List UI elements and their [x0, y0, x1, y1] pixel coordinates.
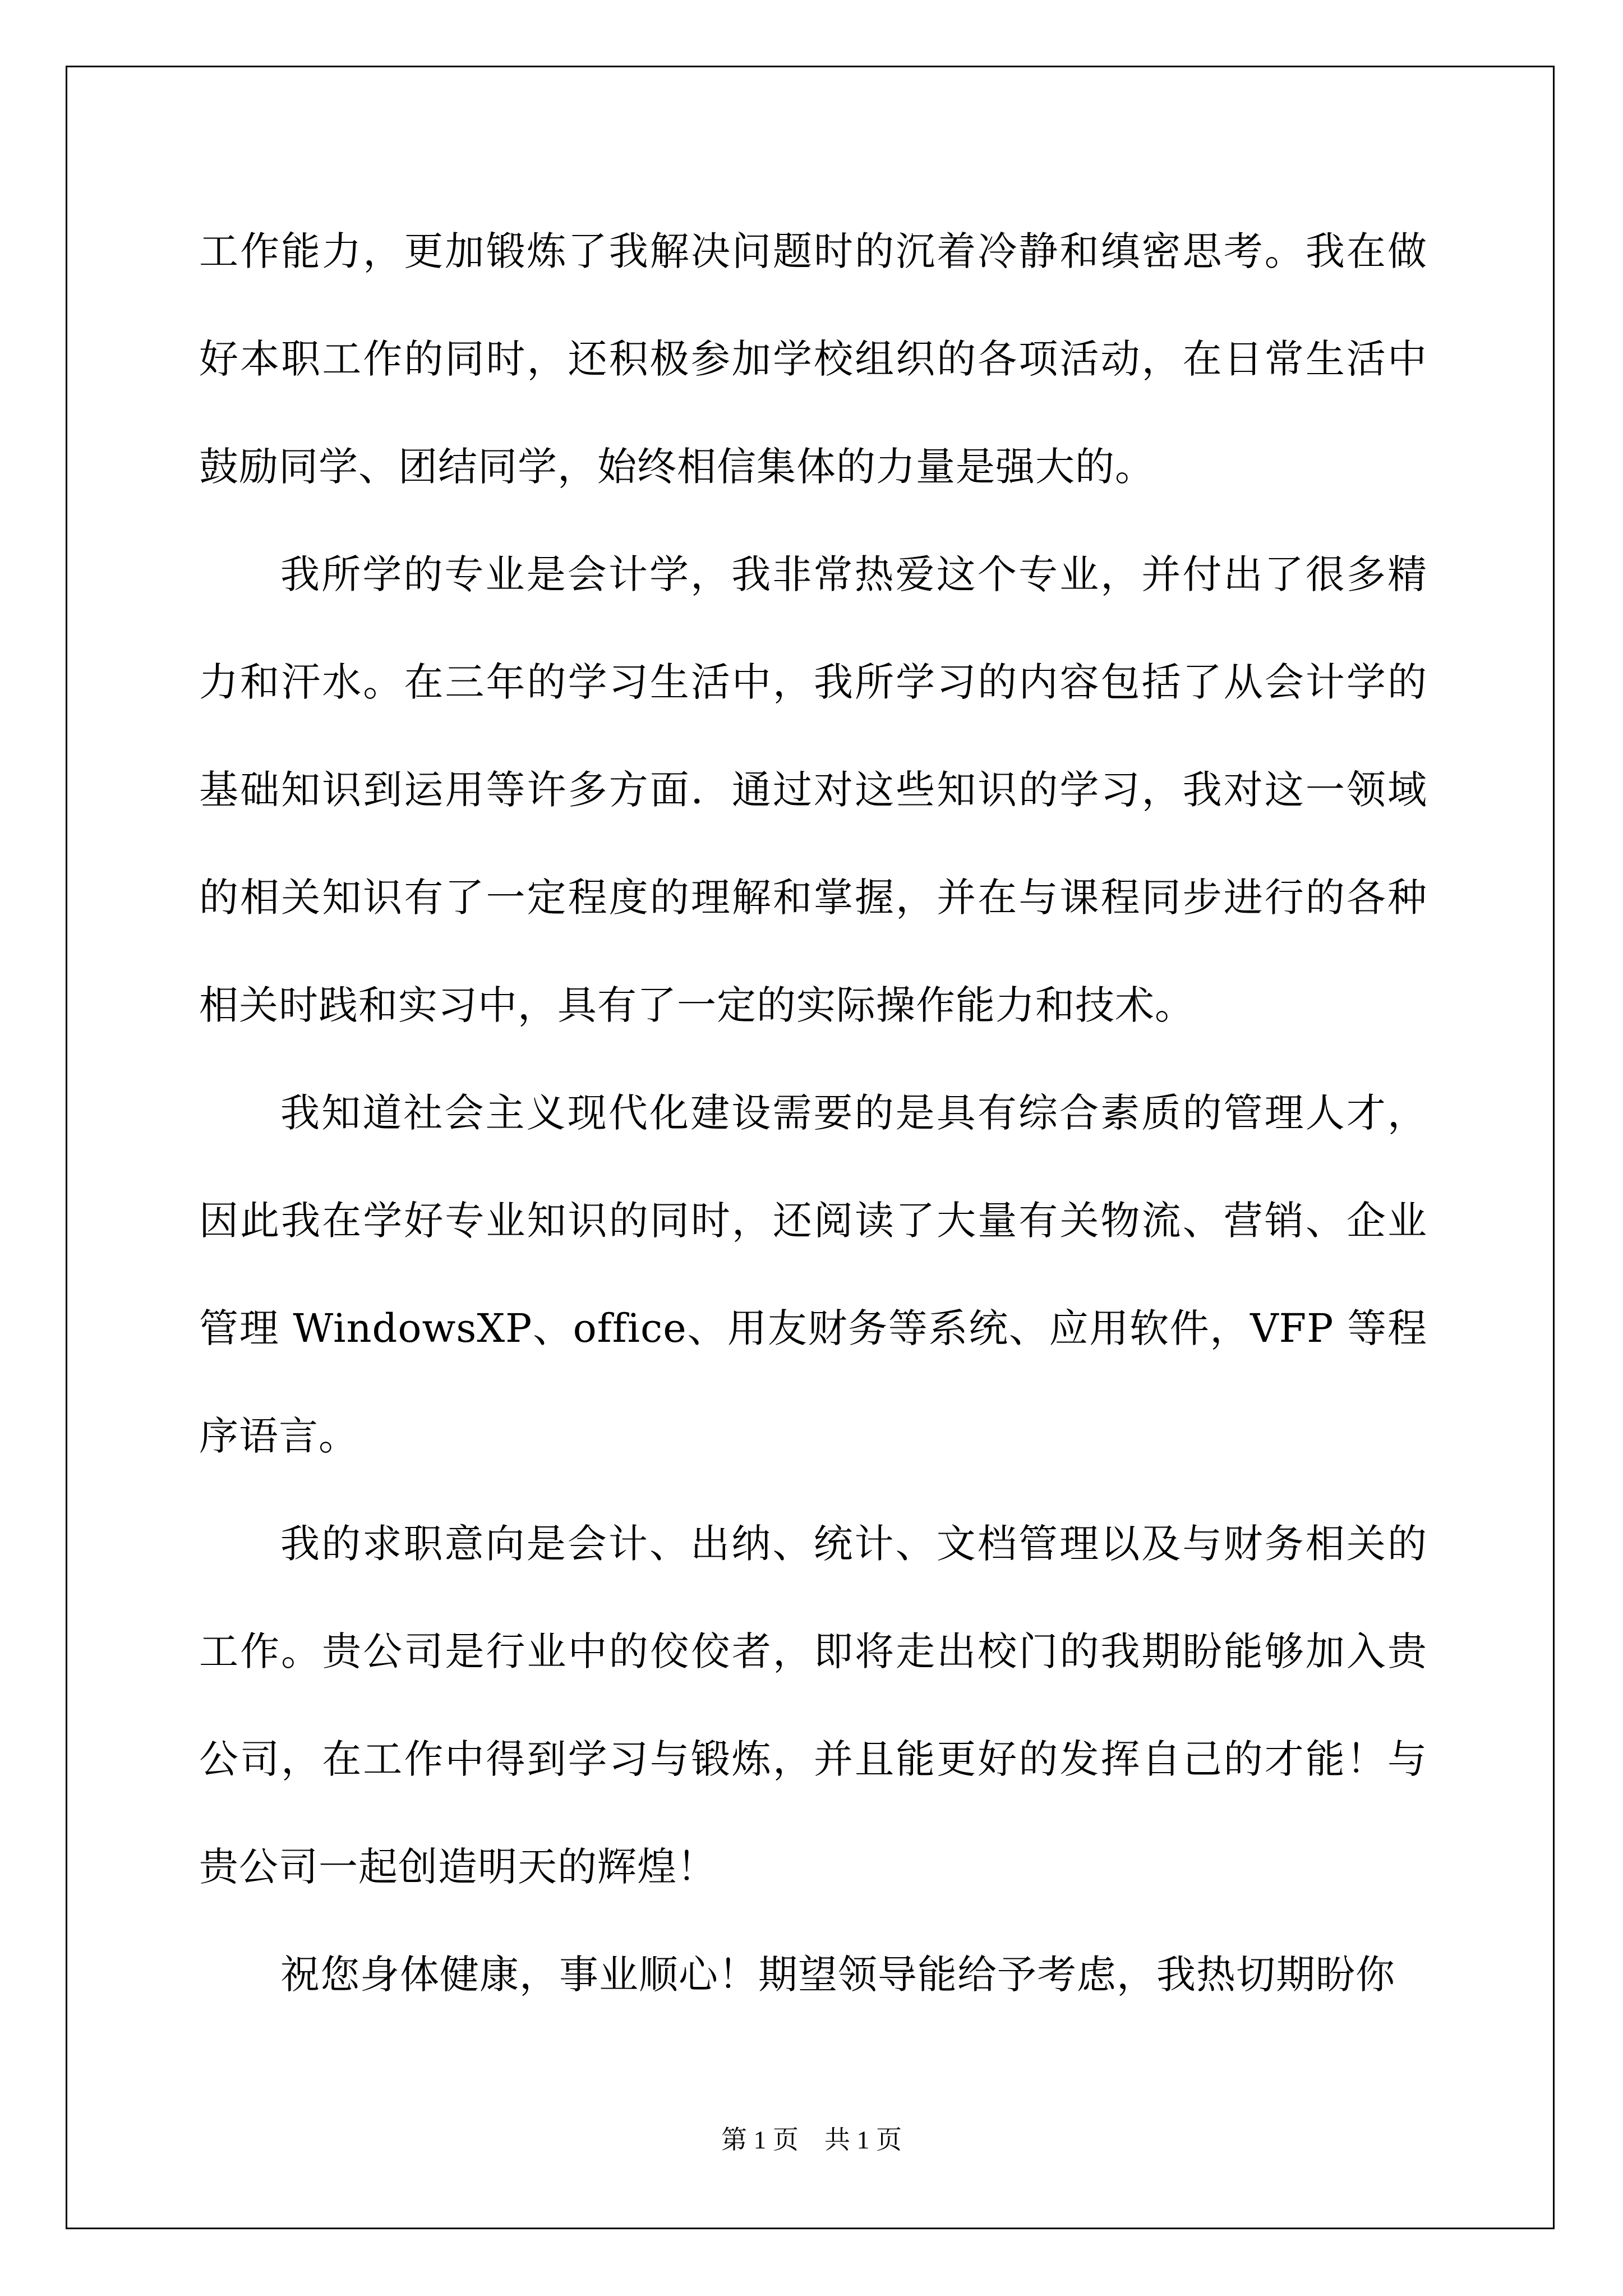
page-footer — [0, 2119, 1623, 2156]
page-number-total: 共 1 页 — [824, 2125, 902, 2154]
paragraph-2: 我所学的专业是会计学，我非常热爱这个专业，并付出了很多精力和汗水。在三年的学习生活中，我所学习的内容包括了从会计学的基础知识到运用等许多方面．通过对这些知识的学习，我对这一领域的相关知识有了一定程度的理解和掌握，并在与课程同步进行的各种相关时践和实习中，具有了一定的实际操作能力和技术。 — [199, 551, 1427, 1028]
paragraph-1: 工作能力，更加锻炼了我解决问题时的沉着冷静和缜密思考。我在做好本职工作的同时，还积极参加学校组织的各项活动，在日常生活中鼓励同学、团结同学，始终相信集体的力量是强大的。 — [199, 228, 1427, 490]
paragraph-3: 我知道社会主义现代化建设需要的是具有综合素质的管理人才，因此我在学好专业知识的同时，还阅读了大量有关物流、营销、企业管理 WindowsXP、office、用友财务等系统、应用软件，VFP 等程序语言。 — [199, 1090, 1427, 1459]
paragraph-5: 祝您身体健康，事业顺心！期望领导能给予考虑，我热切期盼你 — [280, 1952, 1395, 1998]
document-body — [199, 197, 1427, 2028]
page-number-current: 第 1 页 — [721, 2125, 799, 2154]
paragraph-4: 我的求职意向是会计、出纳、统计、文档管理以及与财务相关的工作。贵公司是行业中的佼佼者，即将走出校门的我期盼能够加入贵公司，在工作中得到学习与锻炼，并且能更好的发挥自己的才能！与贵公司一起创造明天的辉煌！ — [199, 1521, 1427, 1890]
